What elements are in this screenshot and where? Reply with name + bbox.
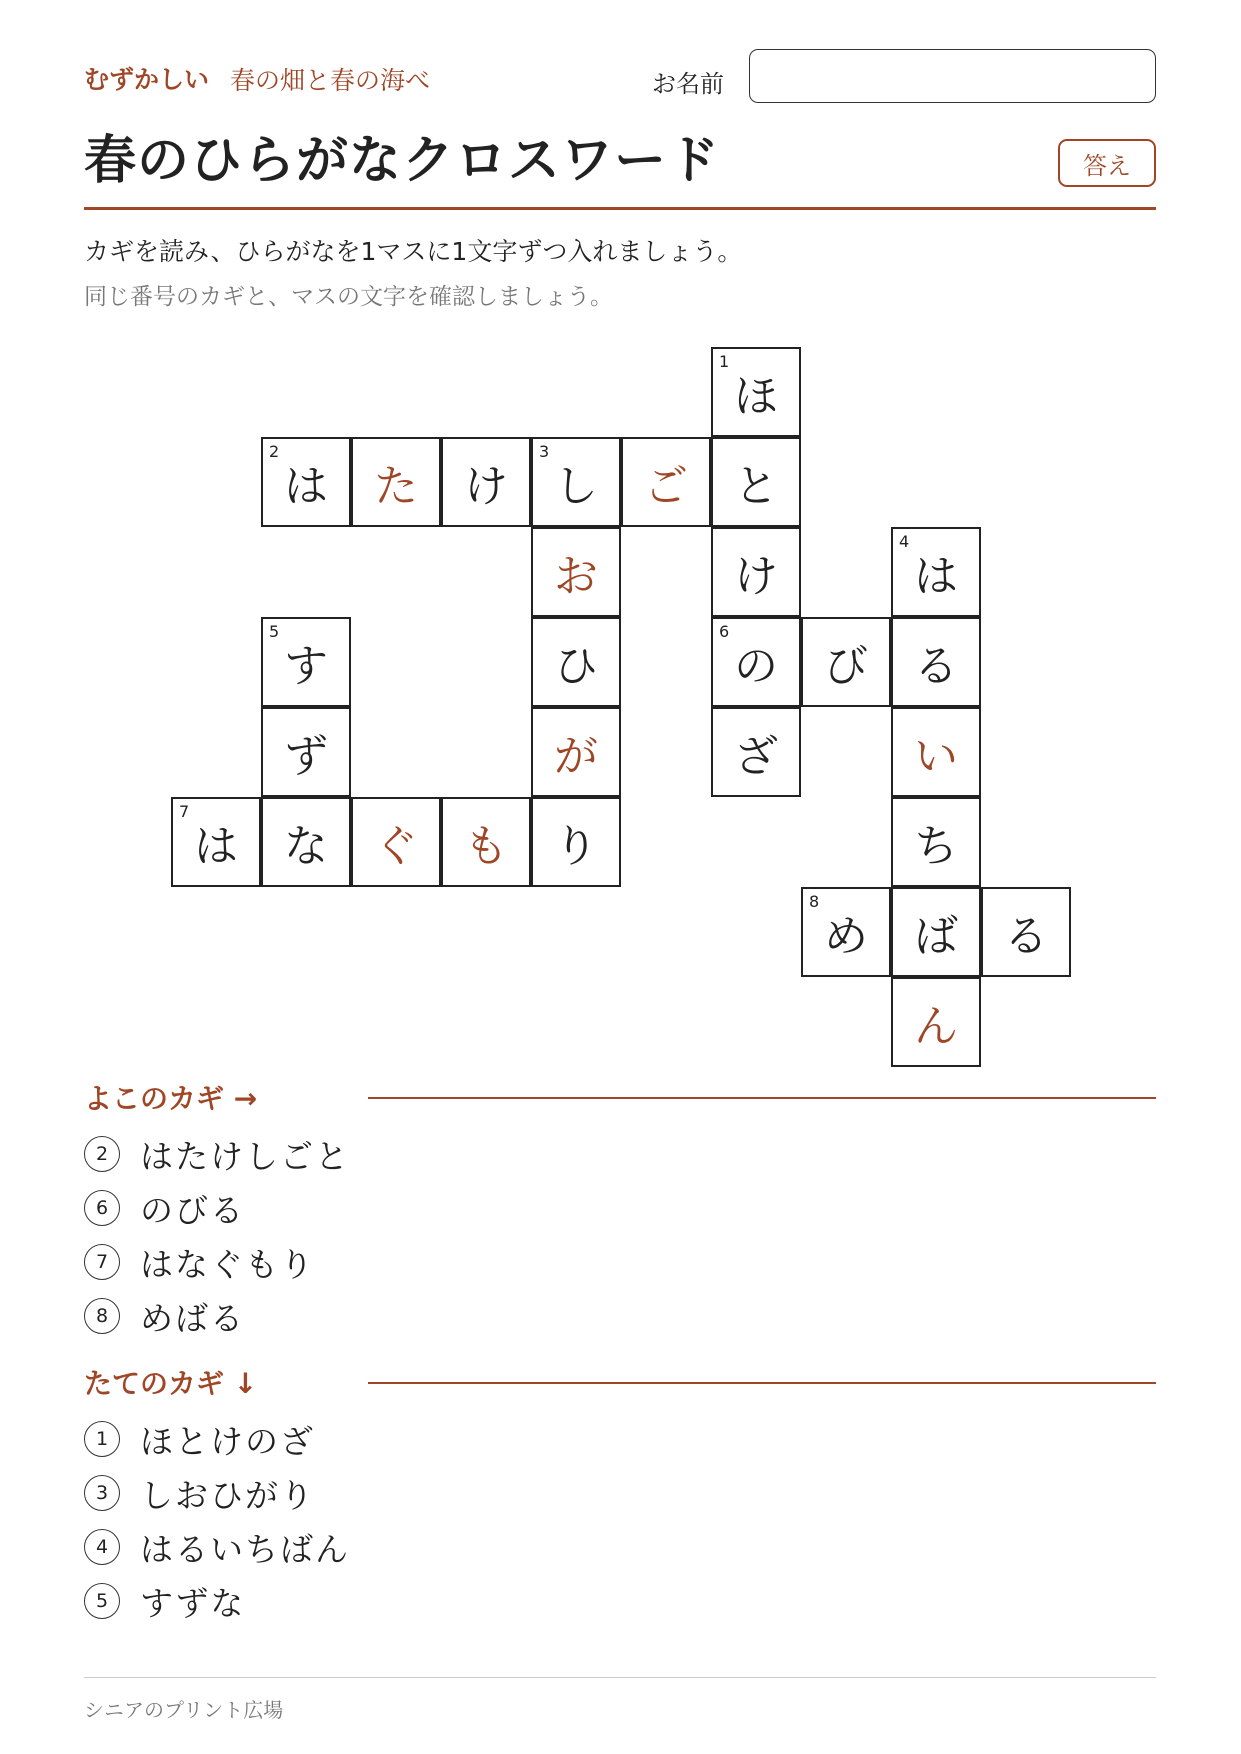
clue-text: はるいちばん (140, 1529, 350, 1569)
down-divider (368, 1382, 1156, 1384)
footer-divider (84, 1677, 1156, 1678)
cell-char: ご (644, 461, 688, 512)
clue-number: 4 (84, 1529, 120, 1565)
cell-number: 7 (179, 802, 190, 821)
crossword-grid (171, 347, 1071, 1067)
clue-number: 5 (84, 1583, 120, 1619)
cell-char: ち (914, 821, 958, 872)
grid-cell[interactable] (261, 707, 351, 797)
cell-char: け (464, 461, 508, 512)
cell-char: は (194, 821, 238, 872)
clue-text: めばる (140, 1298, 245, 1338)
cell-char: い (914, 731, 958, 782)
grid-cell[interactable] (531, 527, 621, 617)
cell-char: が (554, 731, 598, 782)
clue-number: 6 (84, 1190, 120, 1226)
cell-char: け (734, 551, 778, 602)
grid-cell[interactable] (891, 707, 981, 797)
grid-cell[interactable] (801, 887, 891, 977)
clue-text: しおひがり (140, 1475, 315, 1515)
cell-char: ん (914, 1001, 958, 1052)
grid-cell[interactable] (531, 797, 621, 887)
clue-text: すずな (140, 1583, 246, 1623)
across-heading: よこのカギ → (84, 1082, 258, 1115)
cell-char: ざ (734, 731, 778, 782)
clue-number: 1 (84, 1421, 120, 1457)
grid-cell[interactable] (441, 437, 531, 527)
cell-char: り (554, 821, 598, 872)
name-label: お名前 (652, 70, 724, 98)
theme-subtitle: 春の畑と春の海べ (230, 66, 431, 95)
cell-char: な (284, 821, 328, 872)
clue-number: 2 (84, 1136, 120, 1172)
grid-cell[interactable] (711, 707, 801, 797)
grid-cell[interactable] (801, 617, 891, 707)
grid-cell[interactable] (621, 437, 711, 527)
grid-cell[interactable] (711, 527, 801, 617)
cell-char: の (734, 641, 778, 692)
grid-cell[interactable] (891, 977, 981, 1067)
cell-char: び (824, 641, 868, 692)
name-field[interactable] (749, 49, 1156, 103)
grid-cell[interactable] (711, 437, 801, 527)
cell-char: ば (914, 911, 958, 962)
grid-cell[interactable] (711, 347, 801, 437)
grid-cell[interactable] (891, 527, 981, 617)
grid-cell[interactable] (261, 437, 351, 527)
grid-cell[interactable] (531, 707, 621, 797)
grid-cell[interactable] (891, 617, 981, 707)
clue-number: 3 (84, 1475, 120, 1511)
across-clue (84, 1186, 245, 1230)
footer-brand: シニアのプリント広場 (84, 1698, 284, 1722)
title-divider (84, 207, 1156, 210)
cell-char: ひ (554, 641, 598, 692)
cell-char: は (284, 461, 328, 512)
cell-char: た (374, 461, 418, 512)
cell-number: 4 (899, 532, 910, 551)
grid-cell[interactable] (981, 887, 1071, 977)
difficulty-label: むずかしい (84, 65, 210, 94)
cell-char: ず (284, 731, 328, 782)
down-clue (84, 1579, 245, 1623)
across-clue (84, 1294, 245, 1338)
cell-char: も (464, 821, 508, 872)
clue-text: ほとけのざ (140, 1421, 315, 1461)
cell-char: め (824, 911, 868, 962)
down-clue (84, 1471, 315, 1515)
down-clue (84, 1417, 315, 1461)
across-clue (84, 1240, 315, 1284)
cell-number: 1 (719, 352, 730, 371)
grid-cell[interactable] (351, 797, 441, 887)
grid-cell[interactable] (891, 887, 981, 977)
clue-text: はたけしごと (140, 1136, 350, 1176)
cell-number: 2 (269, 442, 280, 461)
across-divider (368, 1097, 1156, 1099)
clue-text: のびる (140, 1190, 245, 1230)
cell-char: は (914, 551, 958, 602)
instruction-sub: 同じ番号のカギと、マスの文字を確認しましょう。 (84, 284, 613, 310)
grid-cell[interactable] (261, 797, 351, 887)
clue-number: 7 (84, 1244, 120, 1280)
cell-char: ほ (734, 371, 778, 422)
grid-cell[interactable] (891, 797, 981, 887)
clue-number: 8 (84, 1298, 120, 1334)
cell-number: 6 (719, 622, 730, 641)
page-title: 春のひらがなクロスワード (84, 131, 721, 191)
grid-cell[interactable] (531, 617, 621, 707)
cell-char: し (554, 461, 598, 512)
cell-char: ぐ (374, 821, 418, 872)
cell-number: 5 (269, 622, 280, 641)
cell-number: 8 (809, 892, 820, 911)
cell-char: と (734, 461, 778, 512)
cell-number: 3 (539, 442, 550, 461)
down-heading: たてのカギ ↓ (84, 1367, 258, 1400)
instruction-main: カギを読み、ひらがなを1マスに1文字ずつ入れましょう。 (84, 237, 743, 266)
grid-cell[interactable] (171, 797, 261, 887)
grid-cell[interactable] (531, 437, 621, 527)
clue-text: はなぐもり (140, 1244, 315, 1284)
answer-button[interactable]: 答え (1058, 139, 1156, 187)
grid-cell[interactable] (711, 617, 801, 707)
down-clue (84, 1525, 350, 1569)
grid-cell[interactable] (261, 617, 351, 707)
cell-char: る (914, 641, 958, 692)
cell-char: る (1004, 911, 1048, 962)
across-clue (84, 1132, 350, 1176)
grid-cell[interactable] (441, 797, 531, 887)
grid-cell[interactable] (351, 437, 441, 527)
cell-char: お (554, 551, 598, 602)
cell-char: す (284, 641, 328, 692)
